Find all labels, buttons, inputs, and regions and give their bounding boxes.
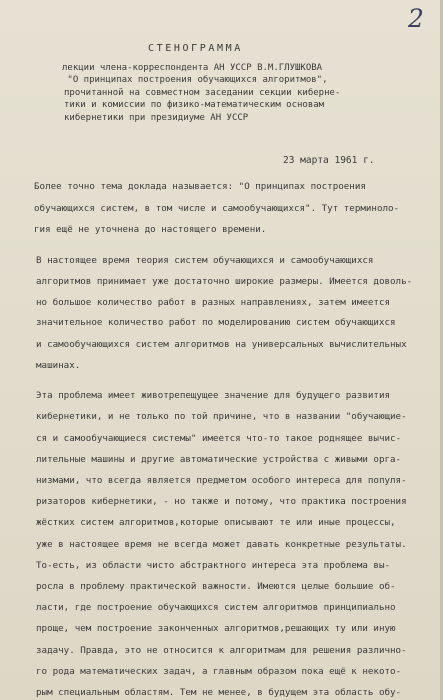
body-line: алгоритмов принимает уже достаточно широкие размеры. Имеется доволь- <box>36 276 413 287</box>
subtitle-line: тики и комиссии по физико-математическим основам <box>64 100 325 110</box>
body-line: лительные машины и другие автоматические устройства с живыми орга- <box>36 454 402 465</box>
body-line: обучающихся систем, в том числе и самообучающихся". Тут терминоло- <box>34 203 400 214</box>
document-date: 23 марта 1961 г. <box>283 155 375 166</box>
handwritten-page-number: 2 <box>408 4 424 33</box>
body-line: значительное количество работ по моделированию систем обучающихся <box>36 317 396 328</box>
body-line: уже в настоящее время не всегда может давать конкретные результаты. <box>36 539 407 550</box>
body-line: В настоящее время теория систем обучающихся и самообучающихся <box>36 255 374 266</box>
body-line: низмами, что всегда является предметом особого интереса для популя- <box>36 475 407 486</box>
body-line: жёстких систем алгоритмов,которые описывают те или иные процессы, <box>36 517 396 528</box>
document-title: СТЕНОГРАММА <box>148 43 243 54</box>
body-line: ласти, где построение обучающихся систем алгоритмов принципиально <box>36 602 396 613</box>
subtitle-line: "О принципах построения обучающихся алгоритмов", <box>62 75 328 85</box>
body-line: го рода математических задач, а главным образом пока ещё к некото- <box>36 666 402 677</box>
body-line: То-есть, из области чисто абстрактного интереса эта проблема вы- <box>36 560 391 571</box>
subtitle-line: прочитанной на совместном заседании секции киберне- <box>64 88 341 98</box>
body-line: гия ещё не уточнена до настоящего времени. <box>34 224 267 235</box>
body-line: задачу. Правда, это не относится к алгоритмам для решения различно- <box>36 645 407 656</box>
subtitle-line: кибернетики при президиуме АН УССР <box>64 113 249 123</box>
body-line: но большое количество работ в разных направлениях, затем имеется <box>36 297 391 308</box>
body-line: ся и самообучающиеся системы" имеется что-то такое роднящее вычис- <box>36 433 402 444</box>
body-line: рым специальным областям. Тем не менее, в будущем эта область обу- <box>36 687 402 698</box>
body-line: Более точно тема доклада называется: "О принципах построения <box>34 181 366 192</box>
body-line: росла в проблему практической важности. Имеются целые большие об- <box>36 581 396 592</box>
body-line: и самообучающихся систем алгоритмов на универсальных вычислительных <box>36 339 407 350</box>
body-line: ризаторов кибернетики, - но также и потому, что практика построения <box>36 496 407 507</box>
body-line: машинах. <box>36 360 81 371</box>
body-line: Эта проблема имеет животрепещущее значение для будущего развития <box>36 390 391 401</box>
body-line: кибернетики, и не только по той причине, что в названии "обучающие- <box>36 411 407 422</box>
subtitle-line: лекции члена-корреспондента АН УССР В.М.ГЛУШКОВА <box>62 63 323 73</box>
body-line: проще, чем построение законченных алгоритмов,решающих ту или иную <box>36 623 396 634</box>
